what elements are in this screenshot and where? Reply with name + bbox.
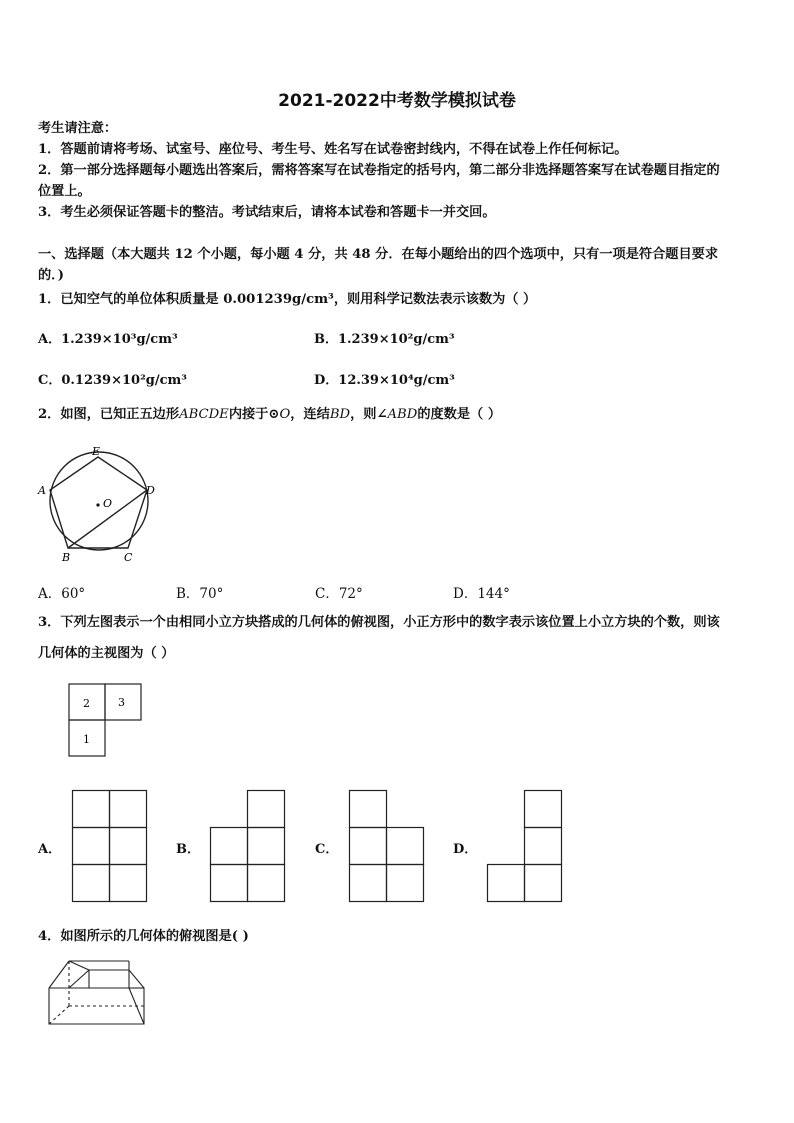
q4-stem: 4．如图所示的几何体的俯视图是( ) [38, 929, 249, 944]
label-a: A [38, 484, 46, 497]
q2-stem-mid: 内接于⊙ [228, 407, 280, 422]
q2-stem-o: O [279, 407, 291, 422]
q1-option-c: C．0.1239×10²g/cm³ [38, 373, 187, 388]
pentagon-abcde [50, 457, 147, 548]
q3-option-d-label: D． [453, 842, 478, 857]
center-point [96, 503, 99, 506]
label-e: E [92, 445, 101, 458]
pentagon-circle-figure [36, 444, 166, 564]
label-c: C [124, 551, 133, 564]
q2-option-a: A．60° [38, 586, 86, 602]
q1-stem: 1．已知空气的单位体积质量是 0.001239g/cm³，则用科学记数法表示该数为（ ） [38, 292, 537, 307]
q2-option-c: C．72° [315, 586, 363, 602]
q1-option-a: A．1.239×10³g/cm³ [38, 332, 178, 347]
label-d: D [146, 484, 155, 497]
q3-option-c-figure [349, 790, 424, 902]
q2-stem-bd: BD [329, 407, 351, 422]
grid-value-bottom-left: 1 [83, 733, 90, 746]
notice-heading: 考生请注意： [38, 121, 118, 136]
q2-stem-mid2: ，连结 [290, 407, 330, 422]
q3-option-d-figure [487, 790, 562, 902]
notice-item-1: 1．答题前请将考场、试室号、座位号、考生号、姓名写在试卷密封线内，不得在试卷上作任何标记。 [38, 142, 628, 157]
q2-stem-pre: 2．如图，已知正五边形 [38, 407, 180, 422]
notice-item-3: 3．考生必须保证答题卡的整洁。考试结束后，请将本试卷和答题卡一并交回。 [38, 205, 496, 220]
q2-option-d: D．144° [453, 586, 510, 602]
grid-value-top-left: 2 [83, 697, 90, 710]
q2-stem-post: 的度数是（ ） [417, 407, 502, 422]
notice-item-2-cont: 位置上。 [38, 184, 91, 199]
q3-option-a-figure [72, 790, 147, 902]
label-o: O [103, 497, 113, 510]
q2-option-b: B．70° [176, 586, 224, 602]
q3-stem-line2: 几何体的主视图为（ ） [38, 646, 175, 661]
section-heading-line1: 一、选择题（本大题共 12 个小题，每小题 4 分，共 48 分．在每小题给出的四个选项中，只有一项是符合题目要求 [38, 247, 719, 262]
q1-option-d: D．12.39×10⁴g/cm³ [314, 373, 455, 388]
q2-stem [38, 404, 501, 425]
q1-option-b: B．1.239×10²g/cm³ [314, 332, 455, 347]
q2-stem-poly: ABCDE [179, 407, 229, 422]
grid-value-top-right: 3 [118, 696, 125, 709]
q3-option-a-label: A． [38, 842, 62, 857]
q3-option-c-label: C． [315, 842, 339, 857]
q3-stem-line1: 3．下列左图表示一个由相同小立方块搭成的几何体的俯视图，小正方形中的数字表示该位置上小立方块的个数，则该 [38, 615, 720, 630]
q3-option-b-label: B． [176, 842, 200, 857]
q3-option-b-figure [210, 790, 285, 902]
section-heading-line2: 的．) [38, 268, 65, 283]
label-b: B [62, 551, 71, 564]
q2-stem-abd: ABD [387, 407, 418, 422]
page-title: 2021-2022中考数学模拟试卷 [278, 91, 516, 111]
notice-item-2: 2．第一部分选择题每小题选出答案后，需将答案写在试卷指定的括号内，第二部分非选择题答案写在试卷题目指定的 [38, 163, 720, 178]
q2-stem-mid3: ，则∠ [350, 407, 388, 422]
top-view-grid [68, 683, 144, 757]
q4-solid-figure [46, 956, 146, 1028]
